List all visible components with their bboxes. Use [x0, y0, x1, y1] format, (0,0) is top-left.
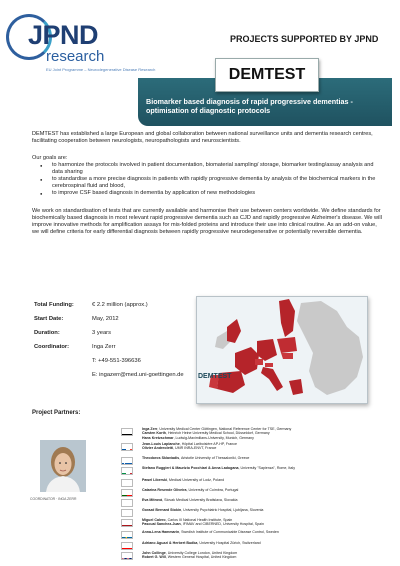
partner-name: Theodoros Sklaviadis: [142, 456, 180, 460]
start-date-row: [34, 316, 204, 326]
funding-row: [34, 302, 204, 312]
partner-name: Carsten Korth: [142, 431, 166, 436]
partner-line: [142, 541, 396, 545]
partner-name: Hans Kretzschmar: [142, 435, 174, 440]
partner-institution: , Carlos III National Health Institute, Spain: [165, 518, 233, 522]
partner-line: [142, 436, 396, 440]
partner-affiliation: [142, 442, 396, 451]
partner-institution: , University Psychiatric Hospital, Ljubljana, Slovenia: [181, 508, 264, 512]
coordinator-phone-row: [34, 358, 204, 368]
partner-name: Inga Zerr: [142, 427, 158, 431]
projects-supported-title: PROJECTS SUPPORTED BY JPND: [230, 34, 379, 44]
partner-name: Stefano Ruggieri & Maurizio Pocchiari & Anna Ladogana: [142, 466, 239, 470]
partner-institution: , Western General Hospital, United Kingdom: [165, 555, 237, 560]
partner-row: [121, 427, 399, 441]
goals-heading: Our goals are:: [32, 155, 68, 161]
partner-affiliation: [142, 508, 396, 512]
project-title: DEMTEST: [228, 66, 306, 83]
logo-wordmark: JPND: [28, 20, 99, 50]
flag-de-icon: [121, 428, 133, 436]
partner-name: Pascual Sanchez-Juan: [142, 522, 181, 527]
switzerland-shape: [255, 359, 263, 365]
partner-name: Catarina Resende Oliveira: [142, 488, 187, 492]
flag-gb-icon: [121, 552, 133, 560]
europe-map: [196, 296, 368, 404]
partner-name: Olivier Andreoletti: [142, 446, 174, 451]
flag-se-icon: [121, 531, 133, 539]
duration-row: [34, 330, 204, 340]
partner-affiliation: [142, 456, 396, 460]
partner-name: Robert G. Will: [142, 555, 166, 560]
partner-institution: , Medical University of Lodz, Poland: [166, 478, 225, 482]
map-project-label: DEMTEST: [198, 373, 232, 380]
partner-name: Miguel Calero: [142, 518, 166, 522]
coordinator-email-row: [34, 372, 204, 382]
partner-institution: , University of Coimbra, Portugal: [186, 488, 239, 492]
partners-title: Project Partners:: [32, 410, 81, 416]
flag-si-icon: [121, 509, 133, 517]
partner-line: [142, 456, 396, 460]
partner-affiliation: [142, 518, 396, 527]
partner-institution: , Slovak Medical University Bratislava, Slovakia: [162, 498, 238, 502]
goal-item: ● to standardise a more precise diagnosis in patients with rapidly progressive dementia by analysis of the biochemical markers in the cerebrospinal fluid and blood,: [32, 176, 382, 190]
partner-affiliation: [142, 541, 396, 545]
coordinator-phone: T: +49-551-396636: [92, 358, 141, 364]
coordinator-portrait: [40, 440, 86, 492]
partner-institution: , UMR INRA-ENVT, France: [173, 446, 217, 451]
partner-line: [142, 530, 396, 534]
partner-institution: , University Medical Center Göttingen, National Reference Center for TSE, Germany: [157, 427, 292, 431]
project-subtitle: Biomarker based diagnosis of rapid progressive dementias - optimisation of diagnostic protocols: [146, 97, 353, 115]
portrait-image: [40, 440, 86, 492]
partner-institution: , Hôpital Lariboisière AP-HP, France: [179, 442, 238, 446]
partner-affiliation: [142, 478, 396, 482]
logo-tagline: EU Joint Programme – Neurodegenerative Disease Research: [46, 67, 156, 72]
coordinator-row: [34, 344, 204, 354]
project-title-box: [215, 58, 319, 92]
partner-line: [142, 498, 396, 502]
start-date-label: Start Date:: [34, 316, 64, 322]
partner-name: Jean-Louis Laplanche: [142, 442, 180, 446]
flag-pl-icon: [121, 479, 133, 487]
partner-institution: , University "Sapienza", Rome, Italy: [238, 466, 295, 470]
partner-affiliation: [142, 466, 396, 470]
partner-affiliation: [142, 530, 396, 534]
jpnd-logo: [6, 14, 156, 94]
logo-research-text: research: [46, 48, 105, 65]
partner-row: [121, 442, 399, 456]
partner-line: [142, 478, 396, 482]
partner-institution: , Aristotle University of Thessaloniki, Greece: [179, 456, 250, 460]
flag-ch-icon: [121, 542, 133, 550]
partner-name: Gorazd Bernard Stokin: [142, 508, 182, 512]
work-paragraph: We work on standardisation of tests that are currently available and harmonise their use between centers worldwide. We define standards for biochemically based diagnosis in most relevant rapid progressive dementia such as CJD and rapidly progressive Alzheimer's disease. We will improve innovative methods for amplification assays for mis-folded proteins and introduce their use into clinical routine. As an add-on value, we will define criteria for early differential diagnosis between rapidly progressive neurodegenerative or potentially reversible dementia.: [32, 208, 382, 235]
partner-row: [121, 551, 399, 565]
partner-affiliation: [142, 427, 396, 440]
partner-institution: , Swedish Institute of Communicable Disease Control, Sweden: [179, 530, 279, 534]
partner-institution: , Ludwig-Maximilians-University, Munich, Germany: [173, 435, 254, 440]
partner-line: [142, 555, 396, 559]
partner-institution: , University College London, United Kingdom: [165, 551, 238, 555]
partner-affiliation: [142, 551, 396, 560]
partner-line: [142, 466, 396, 470]
partner-line: [142, 446, 396, 450]
coordinator-email[interactable]: E: ingazerr@med.uni-goettingen.de: [92, 372, 184, 378]
partner-institution: , IFIMAV and CIBERNED, University Hospital, Spain: [180, 522, 264, 527]
duration-label: Duration:: [34, 330, 60, 336]
partner-institution: , Heinrich Heine University Medical School, Düsseldorf, Germany: [165, 431, 270, 436]
duration-value: 3 years: [92, 330, 112, 336]
partner-institution: , University Hospital Zürich, Switzerland: [197, 541, 261, 545]
partner-line: [142, 488, 396, 492]
partner-line: [142, 508, 396, 512]
funding-label: Total Funding:: [34, 302, 74, 308]
flag-gr-icon: [121, 457, 133, 465]
funding-value: € 2.2 million (approx.): [92, 302, 148, 308]
coordinator-name: Inga Zerr: [92, 344, 116, 350]
partner-name: Adriano Aguzzi & Herbert Budka: [142, 541, 198, 545]
flag-fr-icon: [121, 443, 133, 451]
flag-sk-icon: [121, 499, 133, 507]
partner-name: John Collinge: [142, 551, 166, 555]
intro-paragraph: DEMTEST has established a large European and global collaboration between national surveillance units and dementia research centres, facilitating cooperation between neurologists, neuropathologists and neuroscientists.: [32, 131, 373, 144]
portrait-caption: COORDINATOR · INGA ZERR: [30, 497, 77, 501]
flag-it-icon: [121, 467, 133, 475]
coordinator-label: Coordinator:: [34, 344, 70, 350]
slovenia-shape: [265, 363, 273, 367]
partner-line: [142, 522, 396, 526]
partner-affiliation: [142, 498, 396, 502]
slovakia-shape: [281, 353, 293, 359]
goal-item: ● to improve CSF based diagnosis in dementia by application of new methodologies: [32, 190, 382, 197]
partner-affiliation: [142, 488, 396, 492]
start-date-value: May, 2012: [92, 316, 119, 322]
flag-es-icon: [121, 519, 133, 527]
flag-pt-icon: [121, 489, 133, 497]
partner-name: Pawel Liberski: [142, 478, 167, 482]
partner-name: Eva Mitrová: [142, 498, 163, 502]
goal-item: ● to harmonize the protocols involved in patient documentation, biomaterial sampling/ storage, biomarker testing/assay analysis and data sharing: [32, 162, 382, 176]
goals-list: [32, 162, 382, 197]
europe-map-graphic: [197, 297, 368, 404]
partner-name: Anna-Lena Hammarin: [142, 530, 180, 534]
